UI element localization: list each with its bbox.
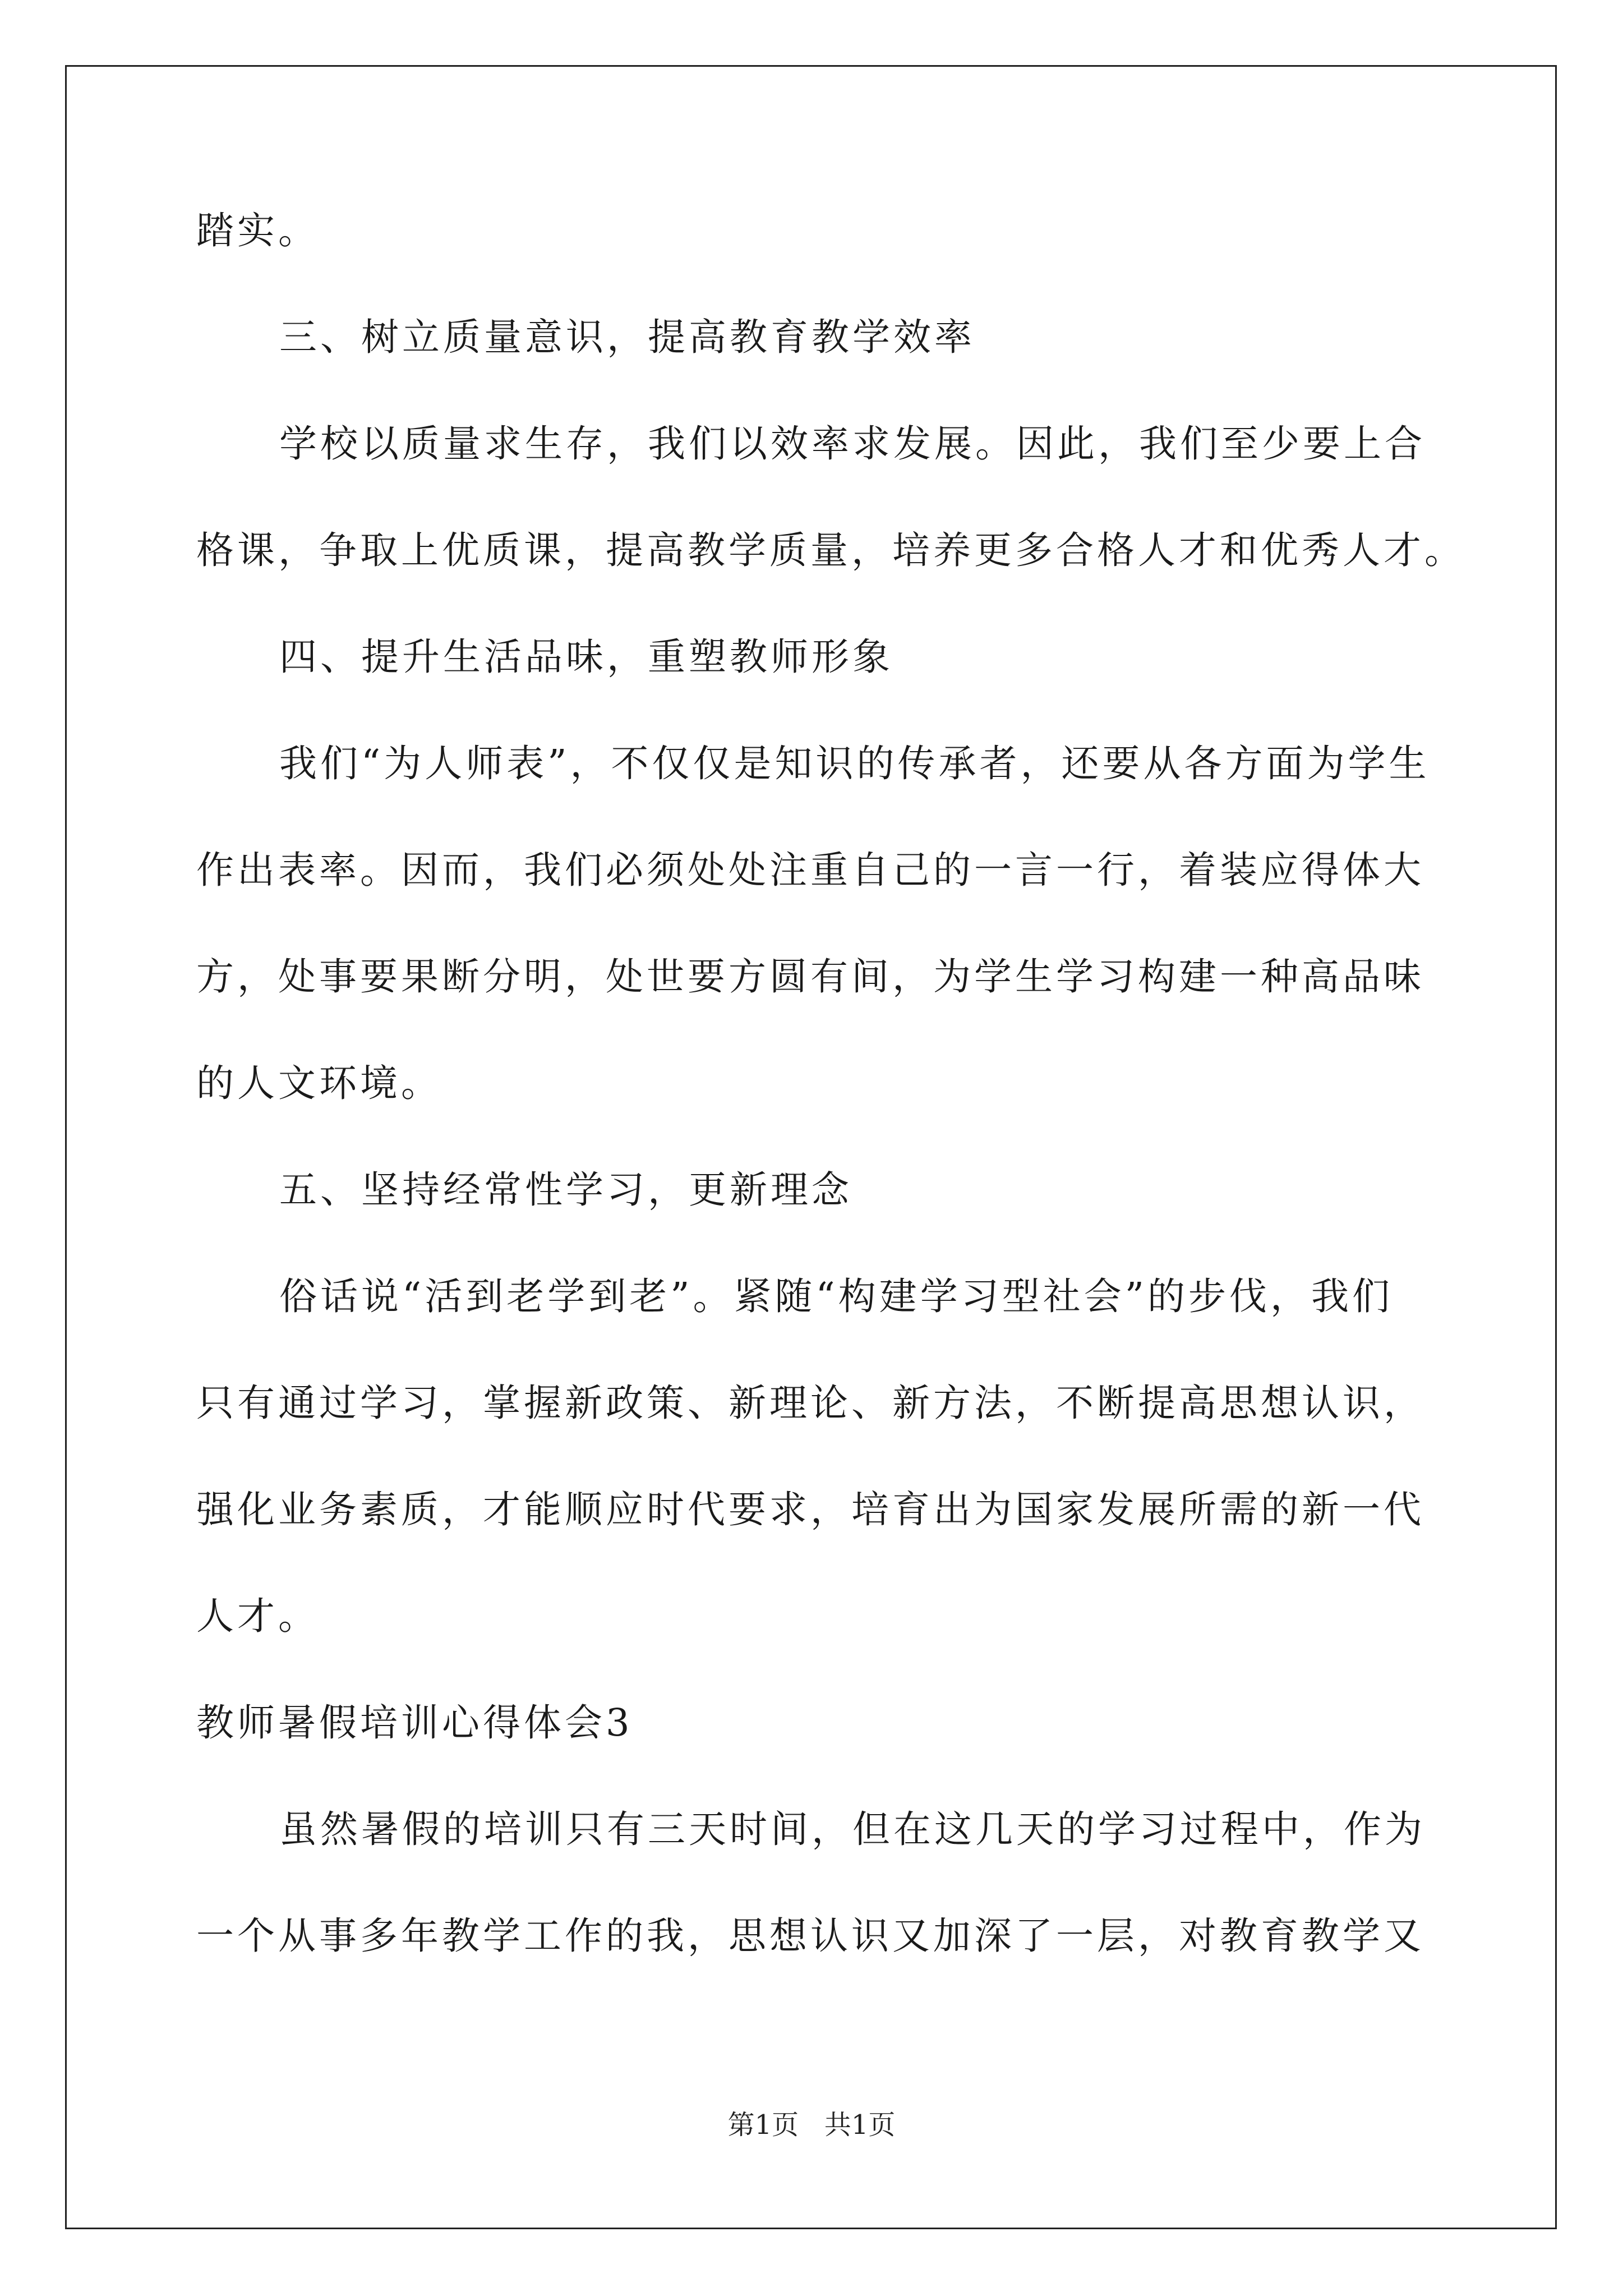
section-heading: 五、坚持经常性学习，更新理念 [279,1168,852,1212]
section-heading: 四、提升生活品味，重塑教师形象 [279,635,893,679]
text-line: 一个从事多年教学工作的我，思想认识又加深了一层，对教育教学又 [196,1914,1424,1958]
text-line: 方，处事要果断分明，处世要方圆有间，为学生学习构建一种高品味 [196,955,1424,999]
article-title: 教师暑假培训心得体会3 [196,1701,633,1745]
text-line: 踏实。 [196,209,319,252]
text-line: 俗话说“活到老学到老”。紧随“构建学习型社会”的步伐，我们 [279,1274,1394,1318]
text-line: 作出表率。因而，我们必须处处注重自己的一言一行，着装应得体大 [196,848,1424,892]
text-line: 学校以质量求生存，我们以效率求发展。因此，我们至少要上合 [279,422,1426,466]
text-line: 我们“为人师表”，不仅仅是知识的传承者，还要从各方面为学生 [279,742,1430,785]
text-line: 人才。 [196,1594,319,1638]
section-heading: 三、树立质量意识，提高教育教学效率 [279,315,975,359]
text-line: 只有通过学习，掌握新政策、新理论、新方法，不断提高思想认识， [196,1381,1424,1425]
page-number-footer: 第1页 共1页 [727,2109,896,2141]
text-line: 的人文环境。 [196,1061,442,1105]
text-line: 格课，争取上优质课，提高教学质量，培养更多合格人才和优秀人才。 [196,528,1465,572]
text-line: 虽然暑假的培训只有三天时间，但在这几天的学习过程中，作为 [279,1807,1426,1851]
text-line: 强化业务素质，才能顺应时代要求，培育出为国家发展所需的新一代 [196,1488,1424,1531]
document-body [196,208,1465,1959]
